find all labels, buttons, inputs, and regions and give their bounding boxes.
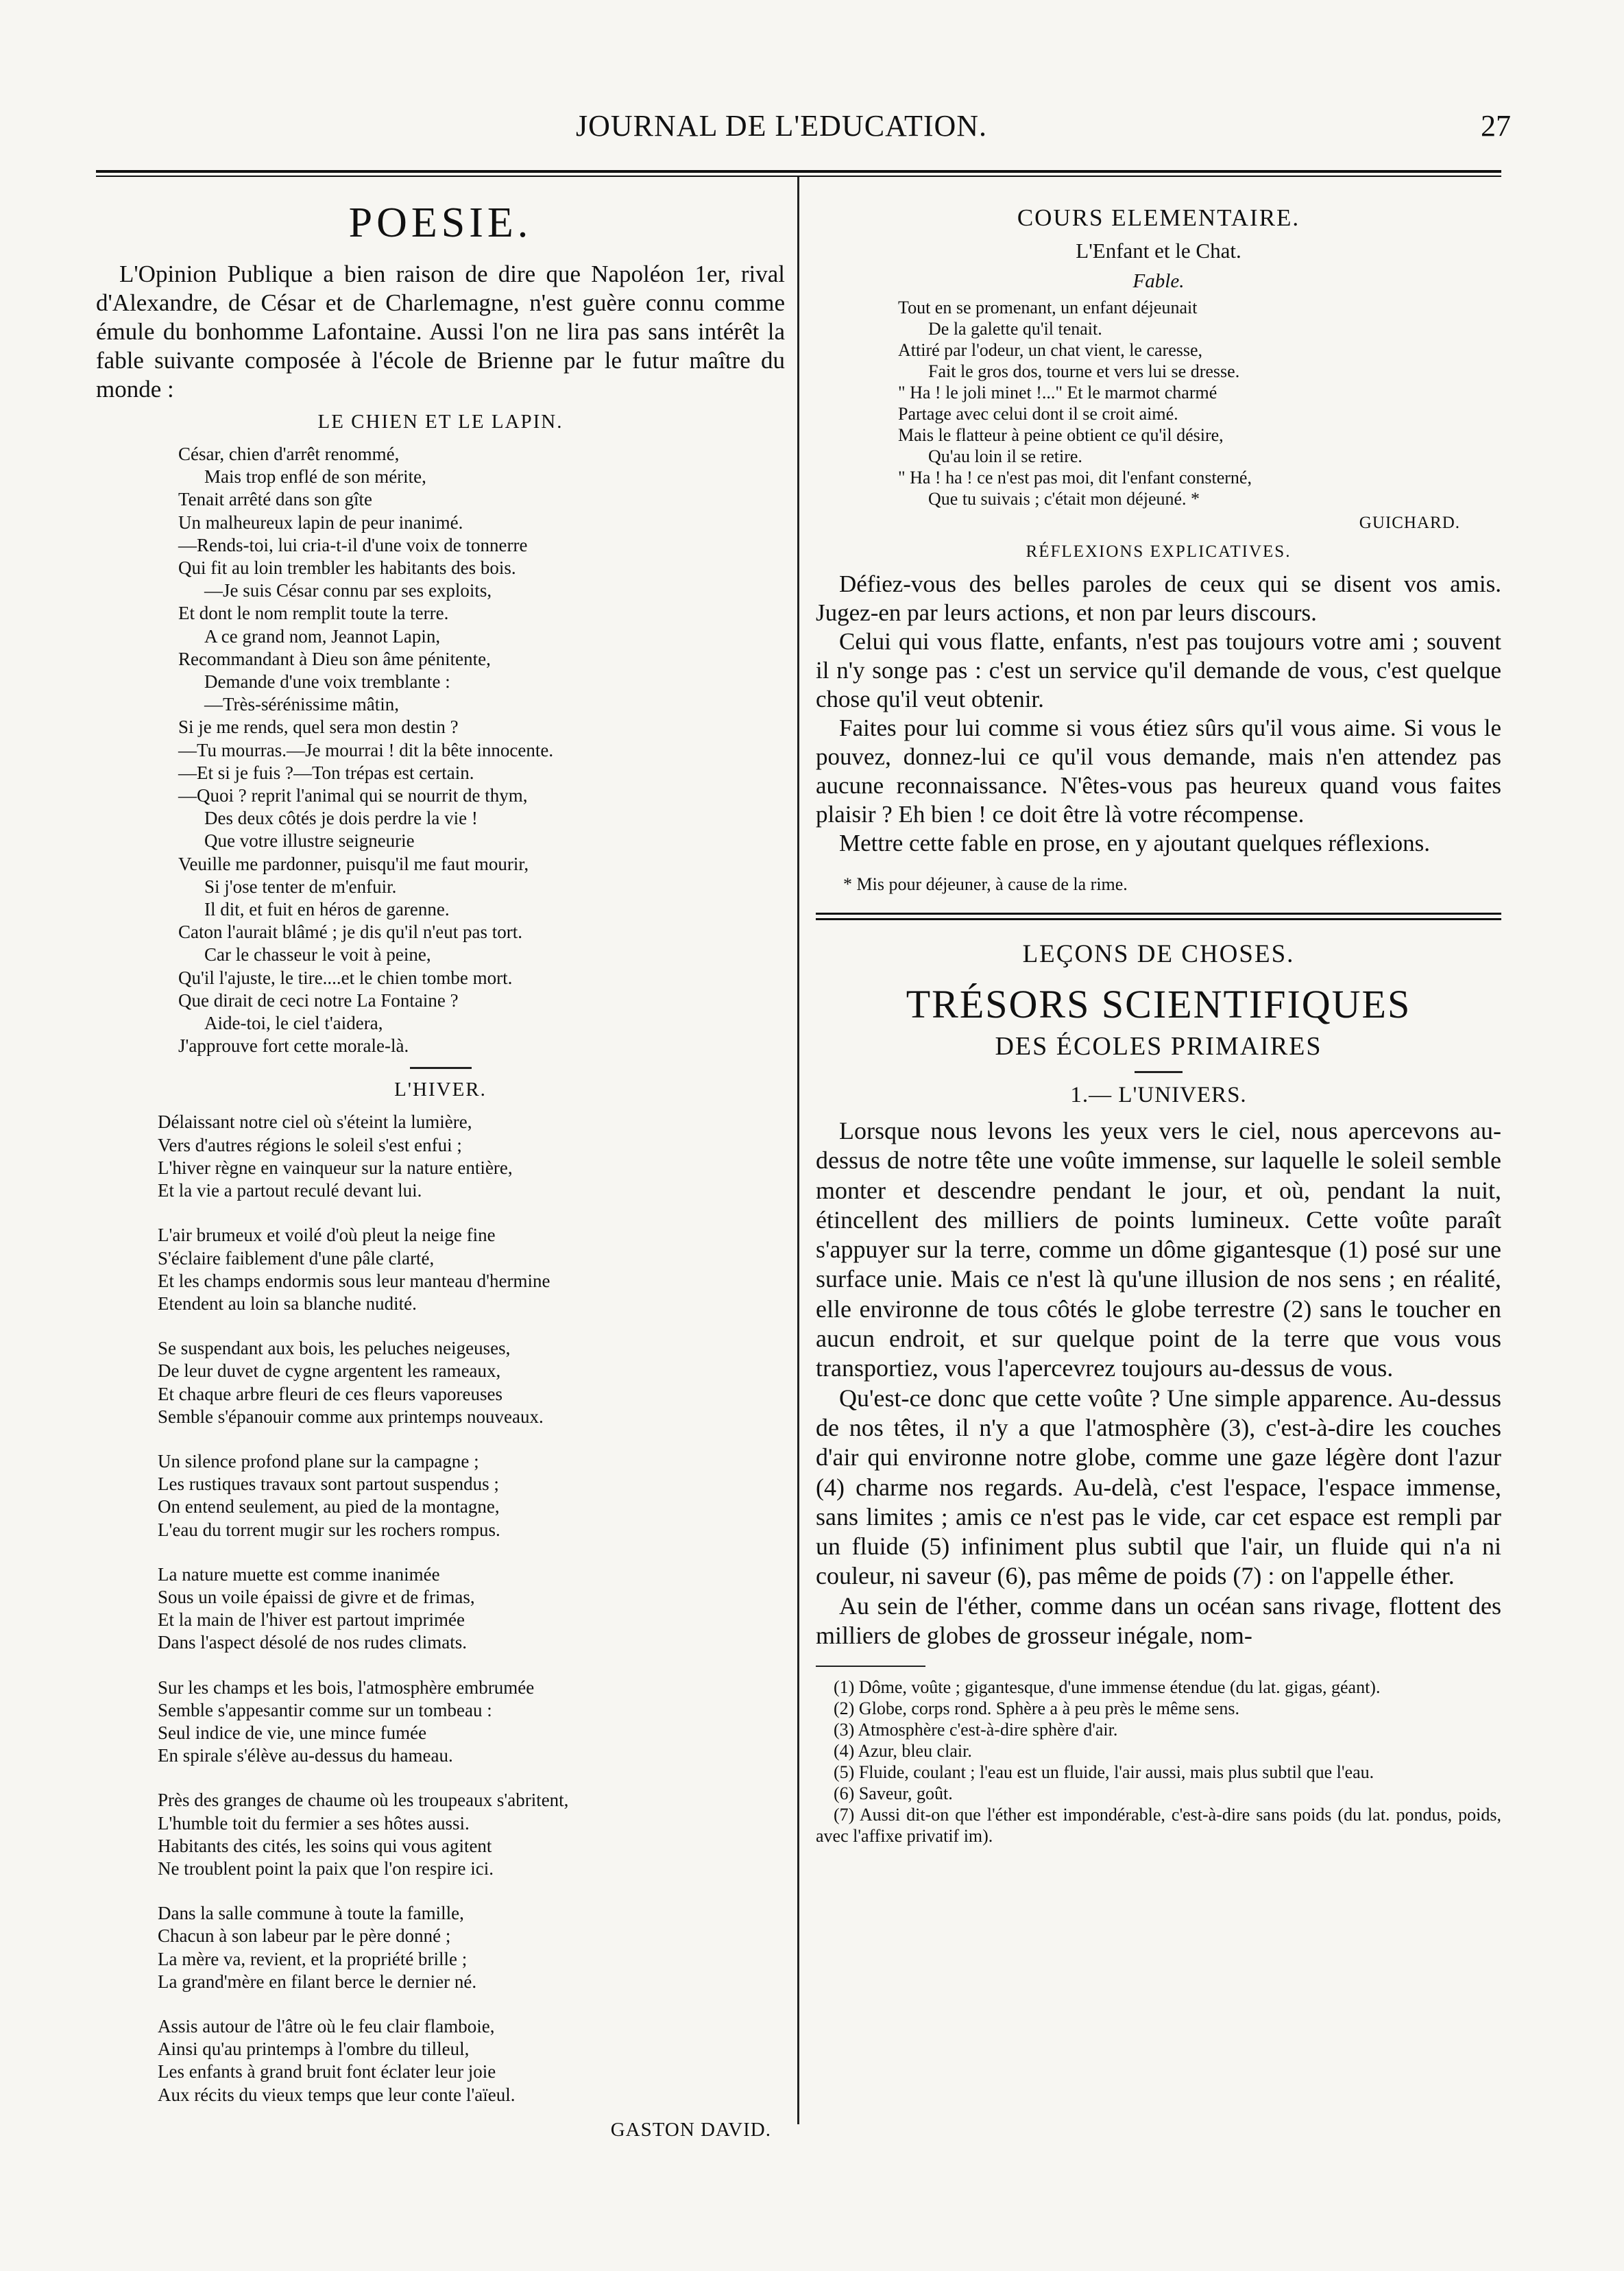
footnote: (7) Aussi dit-on que l'éther est impondérable, c'est-à-dire sans poids (du lat. pondus, poids, avec l'affixe privatif im). xyxy=(816,1805,1501,1847)
poesie-heading: POESIE. xyxy=(348,200,533,246)
poem-line: Car le chasseur le voit à peine, xyxy=(204,944,431,965)
poem-line: Les enfants à grand bruit font éclater leur joie xyxy=(158,2061,496,2082)
poem-line: La nature muette est comme inanimée xyxy=(158,1563,440,1585)
poem-author: GASTON DAVID. xyxy=(610,2118,771,2141)
fable-line: De la galette qu'il tenait. xyxy=(928,319,1102,339)
poem-line: Un silence profond plane sur la campagne ; xyxy=(158,1450,479,1471)
poem-line: Un malheureux lapin de peur inanimé. xyxy=(178,512,463,533)
running-header xyxy=(0,108,1624,149)
poem-line: Semble s'épanouir comme aux printemps nouveaux. xyxy=(158,1406,544,1427)
poem-line: —Quoi ? reprit l'animal qui se nourrit de thym, xyxy=(178,785,528,806)
poem-line: —Tu mourras.—Je mourrai ! dit la bête innocente. xyxy=(178,739,554,760)
footnote: (1) Dôme, voûte ; gigantesque, d'une immense étendue (du lat. gigas, géant). xyxy=(834,1677,1381,1698)
poem-hiver xyxy=(158,1111,785,2106)
poem-line: L'air brumeux et voilé d'où pleut la neige fine xyxy=(158,1225,496,1246)
poem-line: Aide-toi, le ciel t'aidera, xyxy=(204,1013,383,1034)
fable-line: Partage avec celui dont il se croit aimé. xyxy=(898,404,1178,424)
poem-chien-lapin xyxy=(178,443,785,1057)
poem-line: —Rends-toi, lui cria-t-il d'une voix de tonnerre xyxy=(178,534,528,555)
poem-line: On entend seulement, au pied de la montagne, xyxy=(158,1496,500,1517)
fable-line: Que tu suivais ; c'était mon déjeuné. * xyxy=(928,489,1200,509)
fable-footnote: * Mis pour déjeuner, à cause de la rime. xyxy=(843,874,1128,894)
poem-line: Sous un voile épaissi de givre et de frimas, xyxy=(158,1586,475,1607)
left-column xyxy=(96,192,785,2141)
fable-line: " Ha ! le joli minet !..." Et le marmot charmé xyxy=(898,383,1217,402)
poem-line: Sur les champs et les bois, l'atmosphère embrumée xyxy=(158,1677,535,1698)
fable-author: GUICHARD. xyxy=(1359,514,1460,532)
poem-line: S'éclaire faiblement d'une pâle clarté, xyxy=(158,1247,435,1269)
poem-line: Assis autour de l'âtre où le feu clair flamboie, xyxy=(158,2015,495,2036)
poem-line: Des deux côtés je dois perdre la vie ! xyxy=(204,808,478,829)
lecons-heading: LEÇONS DE CHOSES. xyxy=(1022,940,1295,968)
cours-heading: COURS ELEMENTAIRE. xyxy=(1017,204,1300,231)
notes-rule xyxy=(816,1666,925,1667)
poem-line: La grand'mère en filant berce le dernier né. xyxy=(158,1971,477,1992)
poem-line: L'eau du torrent mugir sur les rochers rompus. xyxy=(158,1519,500,1540)
stanza-gap xyxy=(158,1880,785,1902)
reflexion-paragraph: Faites pour lui comme si vous étiez sûrs qu'il vous aime. Si vous le pouvez, donnez-lui ce qu'il vous demande, mais n'en attendez pas aucune reconnaissance. N'êtes-vous pas heureux quand vous faites plaisir ? Eh bien ! ce doit être là votre récompense. xyxy=(816,714,1501,828)
poem-line: Si je me rends, quel sera mon destin ? xyxy=(178,717,459,738)
poem-line: Qu'il l'ajuste, le tire....et le chien tombe mort. xyxy=(178,967,513,988)
stanza-gap xyxy=(158,1655,785,1677)
poem-line: Dans l'aspect désolé de nos rudes climats. xyxy=(158,1632,467,1653)
right-column xyxy=(816,192,1501,1847)
fable-text xyxy=(898,297,1501,509)
section-divider xyxy=(1135,1071,1183,1073)
stanza-gap xyxy=(158,1202,785,1224)
reflexions-text xyxy=(816,570,1501,858)
univers-heading: 1.— L'UNIVERS. xyxy=(1070,1083,1247,1107)
header-rule xyxy=(96,170,1501,177)
stanza-gap xyxy=(158,1993,785,2015)
poem-line: L'hiver règne en vainqueur sur la nature entière, xyxy=(158,1157,513,1178)
fable-title: L'Enfant et le Chat. xyxy=(1076,239,1241,263)
section-divider xyxy=(410,1067,472,1069)
journal-title: JOURNAL DE L'EDUCATION. xyxy=(576,109,988,143)
poem-line: Se suspendant aux bois, les peluches neigeuses, xyxy=(158,1338,511,1359)
poem-line: A ce grand nom, Jeannot Lapin, xyxy=(204,625,441,647)
poem-line: Semble s'appesantir comme sur un tombeau : xyxy=(158,1699,492,1720)
poem-line: Et dont le nom remplit toute la terre. xyxy=(178,603,449,624)
univers-paragraph: Au sein de l'éther, comme dans un océan sans rivage, flottent des milliers de globes de grosseur inégale, nom- xyxy=(816,1591,1501,1650)
footnote: (5) Fluide, coulant ; l'eau est un fluide, l'air aussi, mais plus subtil que l'eau. xyxy=(834,1762,1374,1783)
poem-line: Tenait arrêté dans son gîte xyxy=(178,489,372,510)
poem-line: Que dirait de ceci notre La Fontaine ? xyxy=(178,989,459,1011)
poem-line: J'approuve fort cette morale-là. xyxy=(178,1035,409,1057)
stanza-gap xyxy=(158,1541,785,1563)
reflexion-paragraph: Celui qui vous flatte, enfants, n'est pas toujours votre ami ; souvent il n'y songe pas : c'est un service qu'il demande de vous, c'est quelque chose qu'il veut obtenir. xyxy=(816,628,1501,712)
poem-line: Et la vie a partout reculé devant lui. xyxy=(158,1180,422,1201)
poem-line: Chacun à son labeur par le père donné ; xyxy=(158,1925,451,1947)
poem-line: Et les champs endormis sous leur manteau d'hermine xyxy=(158,1270,550,1291)
poem-line: Délaissant notre ciel où s'éteint la lumière, xyxy=(158,1112,472,1133)
poem-line: Vers d'autres régions le soleil s'est enfui ; xyxy=(158,1134,462,1155)
poem-line: Mais trop enflé de son mérite, xyxy=(204,466,426,488)
fable-line: Attiré par l'odeur, un chat vient, le caresse, xyxy=(898,340,1203,360)
fable-label: Fable. xyxy=(1132,270,1185,292)
poem-line: Si j'ose tenter de m'enfuir. xyxy=(204,876,397,897)
poem-line: Et la main de l'hiver est partout imprimée xyxy=(158,1609,465,1631)
stanza-gap xyxy=(158,1315,785,1337)
poem-line: Recommandant à Dieu son âme pénitente, xyxy=(178,648,491,669)
footnotes xyxy=(816,1677,1501,1847)
poem-line: Ainsi qu'au printemps à l'ombre du tilleul, xyxy=(158,2039,470,2060)
univers-paragraph: Qu'est-ce donc que cette voûte ? Une simple apparence. Au-dessus de nos têtes, il n'y a que l'atmosphère (3), c'est-à-dire les couches d'air qui environne notre globe, comme une gaze légère dont l'azur (4) charme nos regards. Au-delà, c'est l'espace, l'espace immense, sans limites ; amis ce n'est pas le vide, car cet espace est rempli par un fluide (5) infiniment plus subtil que l'air, un fluide qui n'a ni couleur, ni saveur (6), pas même de poids (7) : on l'appelle éther. xyxy=(816,1384,1501,1590)
reflexion-paragraph: Mettre cette fable en prose, en y ajoutant quelques réflexions. xyxy=(839,830,1431,856)
poem-line: Veuille me pardonner, puisqu'il me faut mourir, xyxy=(178,853,529,874)
fable-line: " Ha ! ha ! ce n'est pas moi, dit l'enfant consterné, xyxy=(898,468,1252,488)
poem-line: Seul indice de vie, une mince fumée xyxy=(158,1722,427,1743)
footnote: (2) Globe, corps rond. Sphère a à peu près le même sens. xyxy=(834,1698,1240,1719)
poem-line: Aux récits du vieux temps que leur conte l'aïeul. xyxy=(158,2084,516,2105)
poem-line: César, chien d'arrêt renommé, xyxy=(178,444,400,464)
poem-line: Que votre illustre seigneurie xyxy=(204,830,415,852)
univers-paragraph: Lorsque nous levons les yeux vers le ciel, nous apercevons au-dessus de notre tête une voûte immense, sur laquelle le soleil semble monter et descendre pendant le jour, et où, pendant la nuit, étincellent des milliers de points lumineux. Cette voûte paraît s'appuyer sur la terre, comme un dôme gigantesque (1) posé sur une surface unie. Mais ce n'est là qu'une illusion de nos sens ; en réalité, elle environne de tous côtés le globe terrestre (2) sans le toucher en aucun endroit, et sur quelque point de la terre que vous vous transportiez, vous l'apercevrez toujours au-dessus de vous. xyxy=(816,1117,1501,1382)
poem-line: Etendent au loin sa blanche nudité. xyxy=(158,1293,417,1314)
poem-line: Et chaque arbre fleuri de ces fleurs vaporeuses xyxy=(158,1383,503,1404)
footnote: (4) Azur, bleu clair. xyxy=(834,1741,972,1762)
fable-line: Tout en se promenant, un enfant déjeunait xyxy=(898,298,1198,317)
fable-line: Fait le gros dos, tourne et vers lui se dresse. xyxy=(928,361,1240,381)
footnote: (6) Saveur, goût. xyxy=(834,1783,953,1804)
double-rule xyxy=(816,913,1501,920)
reflexions-heading: RÉFLEXIONS EXPLICATIVES. xyxy=(1026,542,1292,561)
ecoles-subheading: DES ÉCOLES PRIMAIRES xyxy=(995,1032,1322,1061)
poem-line: En spirale s'élève au-dessus du hameau. xyxy=(158,1745,453,1766)
poem-line: Près des granges de chaume où les troupeaux s'abritent, xyxy=(158,1790,569,1811)
column-divider xyxy=(797,177,799,2124)
fable-line: Qu'au loin il se retire. xyxy=(928,446,1082,466)
poesie-intro: L'Opinion Publique a bien raison de dire que Napoléon 1er, rival d'Alexandre, de César et de Charlemagne, n'est guère connu comme émule du bonhomme Lafontaine. Aussi l'on ne lira pas sans intérêt la fable suivante composée à l'école de Brienne par le futur maître du monde : xyxy=(96,261,785,402)
poem-line: —Je suis César connu par ses exploits, xyxy=(204,580,492,601)
poem-line: De leur duvet de cygne argentent les rameaux, xyxy=(158,1360,501,1382)
poem-title-hiver: L'HIVER. xyxy=(394,1079,487,1101)
page-number: 27 xyxy=(1481,109,1511,143)
tresors-heading: TRÉSORS SCIENTIFIQUES xyxy=(906,982,1411,1026)
stanza-gap xyxy=(158,1767,785,1789)
poem-line: Les rustiques travaux sont partout suspendus ; xyxy=(158,1474,499,1495)
poem-line: Qui fit au loin trembler les habitants des bois. xyxy=(178,557,516,579)
poem-line: Demande d'une voix tremblante : xyxy=(204,671,450,693)
poem-line: Dans la salle commune à toute la famille, xyxy=(158,1903,464,1924)
fable-line: Mais le flatteur à peine obtient ce qu'il désire, xyxy=(898,425,1224,445)
poem-line: L'humble toit du fermier a ses hôtes aussi. xyxy=(158,1812,470,1834)
poem-title-chien-lapin: LE CHIEN ET LE LAPIN. xyxy=(317,411,563,433)
poem-line: Il dit, et fuit en héros de garenne. xyxy=(204,899,450,920)
footnote: (3) Atmosphère c'est-à-dire sphère d'air. xyxy=(834,1720,1118,1740)
poem-line: Caton l'aurait blâmé ; je dis qu'il n'eut pas tort. xyxy=(178,922,522,943)
poem-line: La mère va, revient, et la propriété brille ; xyxy=(158,1948,468,1969)
stanza-gap xyxy=(158,1428,785,1450)
poem-line: —Très-sérénissime mâtin, xyxy=(204,694,399,715)
univers-text xyxy=(816,1116,1501,1650)
reflexion-paragraph: Défiez-vous des belles paroles de ceux qui se disent vos amis. Jugez-en par leurs actions, et non par leurs discours. xyxy=(816,570,1501,626)
poem-line: —Et si je fuis ?—Ton trépas est certain. xyxy=(178,762,474,783)
poem-line: Habitants des cités, les soins qui vous agitent xyxy=(158,1835,492,1856)
poem-line: Ne troublent point la paix que l'on respire ici. xyxy=(158,1858,494,1879)
